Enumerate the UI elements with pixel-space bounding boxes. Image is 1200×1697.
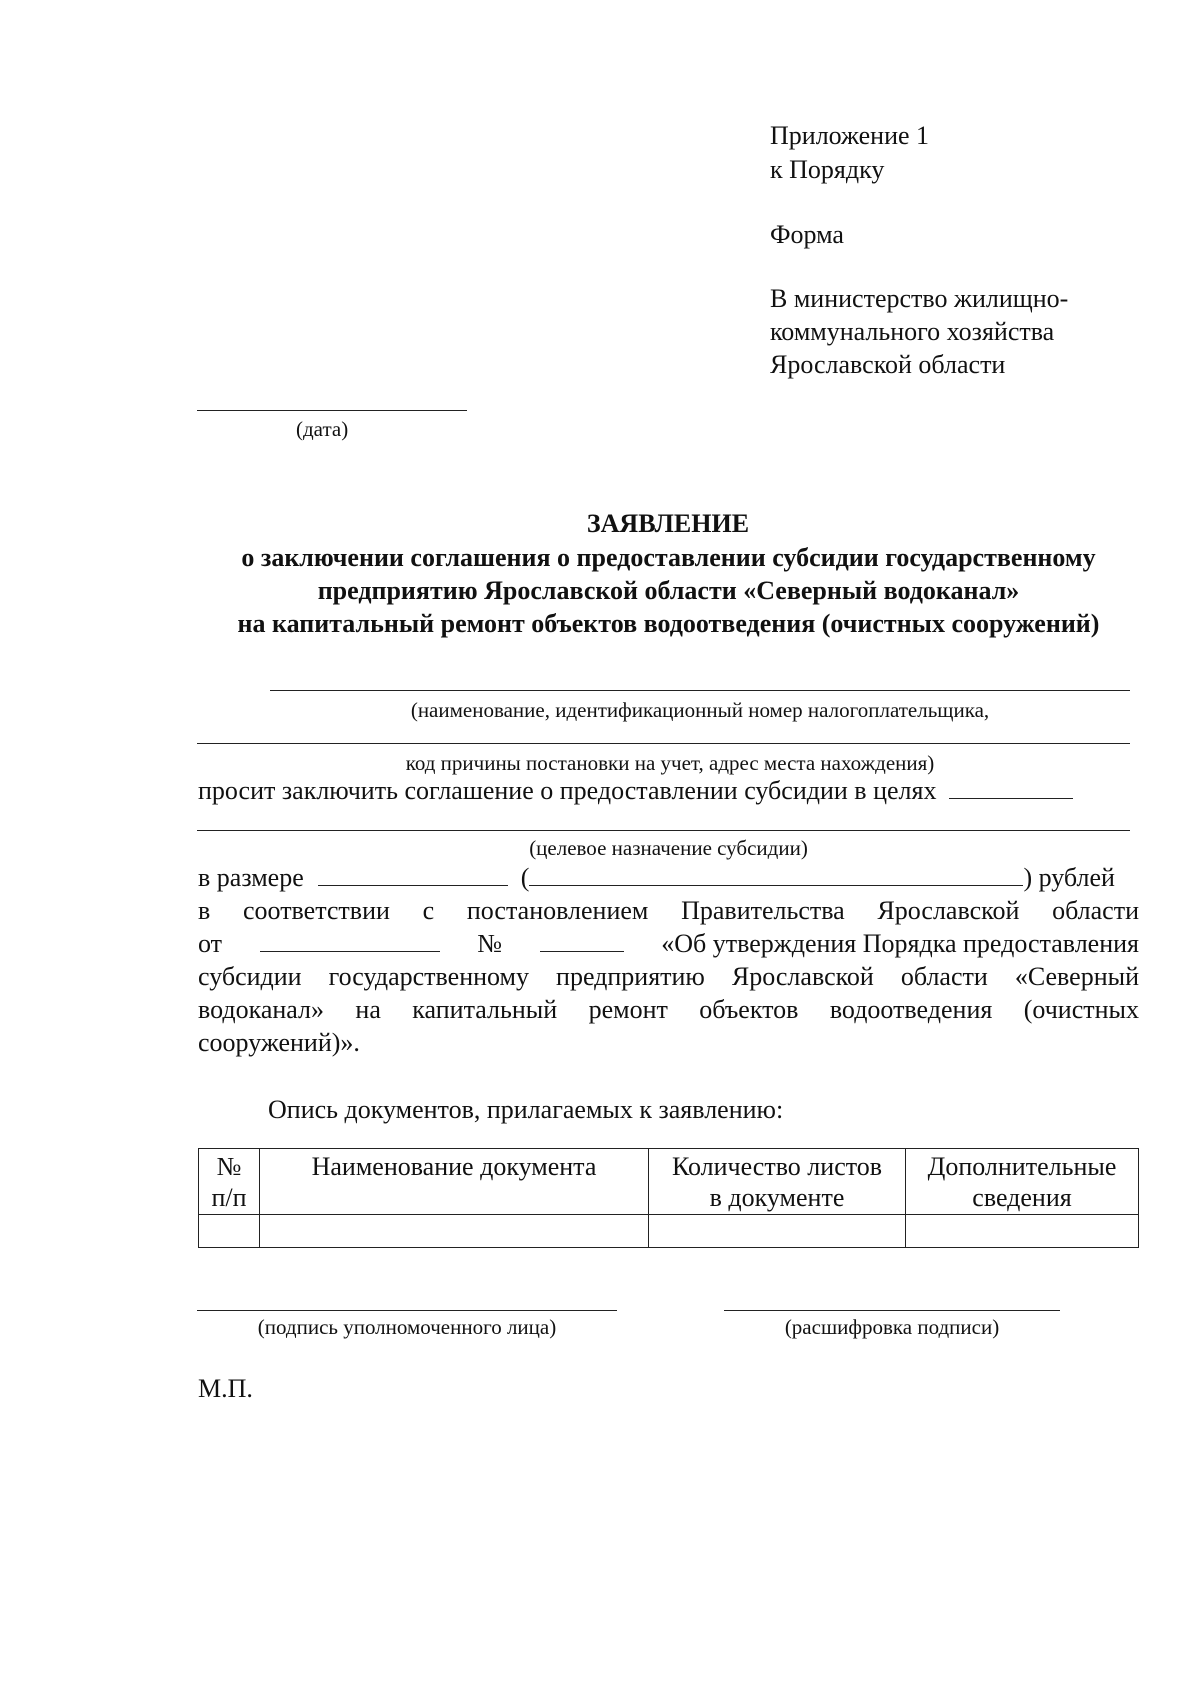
decree-title-start: «Об утверждения Порядка предоставления <box>661 929 1139 958</box>
stamp-label: М.П. <box>198 1374 253 1403</box>
applicant-caption-2: код причины постановки на учет, адрес места нахождения) <box>405 751 935 775</box>
amount-suffix: ) рублей <box>1023 863 1115 892</box>
cell-document-name[interactable] <box>260 1215 649 1248</box>
accordance-line: в соответствии с постановлением Правительства Ярославской области <box>198 896 1139 925</box>
documents-table <box>198 1148 1139 1248</box>
table-row <box>199 1215 1139 1248</box>
from-prefix: от <box>198 929 223 958</box>
header-number: № п/п <box>199 1149 260 1215</box>
amount-paren-open: ( <box>520 863 530 892</box>
title-subject-line-3: на капитальный ремонт объектов водоотведения (очистных сооружений) <box>237 609 1100 638</box>
form-label: Форма <box>770 220 844 249</box>
applicant-name-line[interactable] <box>270 690 1130 691</box>
appendix-number: Приложение 1 <box>770 121 930 150</box>
amount-prefix: в размере <box>198 863 304 892</box>
header-document-name: Наименование документа <box>260 1149 649 1215</box>
amount-line <box>198 863 1115 893</box>
amount-number-input[interactable] <box>318 863 508 886</box>
appendix-reference: к Порядку <box>770 155 885 184</box>
signature-caption: (подпись уполномоченного лица) <box>257 1315 557 1339</box>
decree-number-input[interactable] <box>540 929 624 952</box>
request-text <box>198 776 1073 806</box>
addressee-line-2: коммунального хозяйства <box>770 317 1055 346</box>
title-subject-line-1: о заключении соглашения о предоставлении субсидии государственному <box>241 543 1096 572</box>
header-additional-info: Дополнительные сведения <box>906 1149 1139 1215</box>
applicant-address-line[interactable] <box>197 743 1130 744</box>
cell-additional-info[interactable] <box>906 1215 1139 1248</box>
title-subject-line-2: предприятию Ярославской области «Северный водоканал» <box>317 576 1020 605</box>
number-sign: № <box>477 929 503 958</box>
purpose-caption: (целевое назначение субсидии) <box>529 836 808 860</box>
applicant-caption-1: (наименование, идентификационный номер налогоплательщика, <box>410 698 990 722</box>
signature-decoding-line[interactable] <box>724 1310 1060 1311</box>
header-sheet-count: Количество листов в документе <box>649 1149 906 1215</box>
addressee-line-1: В министерство жилищно- <box>770 284 1069 313</box>
amount-words-input[interactable] <box>529 863 1023 886</box>
document-title: ЗАЯВЛЕНИЕ <box>586 509 750 538</box>
addressee-line-3: Ярославской области <box>770 350 1006 379</box>
signature-line[interactable] <box>197 1310 617 1311</box>
documents-intro: Опись документов, прилагаемых к заявлению: <box>268 1095 784 1124</box>
cell-sheet-count[interactable] <box>649 1215 906 1248</box>
cell-number[interactable] <box>199 1215 260 1248</box>
request-label: просит заключить соглашение о предоставлении субсидии в целях <box>198 776 937 805</box>
table-header-row <box>199 1149 1139 1215</box>
decree-date-input[interactable] <box>260 929 440 952</box>
vodokanal-line: водоканал» на капитальный ремонт объектов водоотведения (очистных <box>198 995 1139 1024</box>
paragraph-end-line: сооружений)». <box>198 1028 360 1057</box>
decoding-caption: (расшифровка подписи) <box>784 1315 1000 1339</box>
purpose-input-start[interactable] <box>949 776 1073 799</box>
date-input-line[interactable] <box>197 410 467 411</box>
date-caption: (дата) <box>296 417 349 441</box>
decree-line <box>198 929 1139 959</box>
subsidy-line: субсидии государственному предприятию Ярославской области «Северный <box>198 962 1139 991</box>
purpose-input-line[interactable] <box>197 830 1130 831</box>
